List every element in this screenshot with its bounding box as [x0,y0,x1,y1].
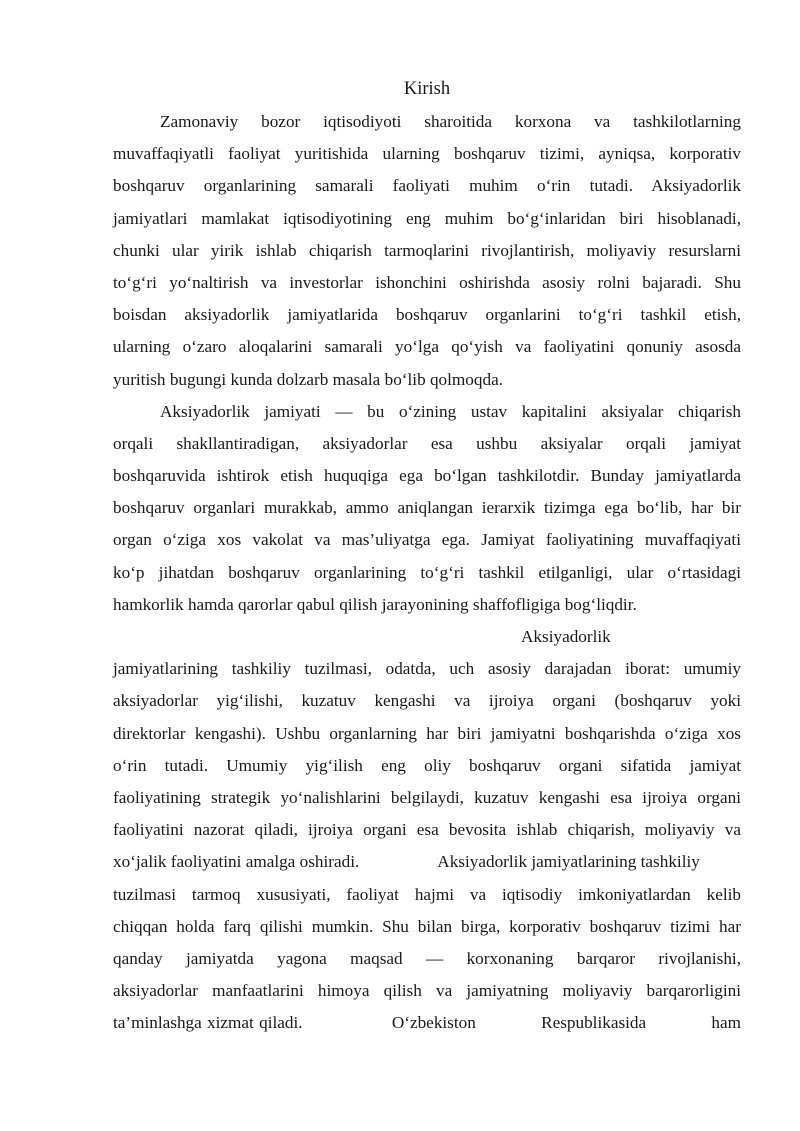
text-line: boshqaruv organlari murakkab, ammo aniqlangan ierarxik tizimga ega bo‘lib, har bir [113,498,741,518]
document-page [113,72,741,1039]
text-line: qanday jamiyatda yagona maqsad — korxonaning barqaror rivojlanishi, [113,948,741,968]
text-fragment: ta’minlashga xizmat qiladi. [113,1013,303,1033]
text-fragment: O‘zbekiston Respublikasida ham [391,1013,742,1033]
text-line: yuritish bugungi kunda dolzarb masala bo‘lib qolmoqda. [113,369,503,389]
text-line: tuzilmasi tarmoq xususiyati, faoliyat hajmi va iqtisodiy imkoniyatlardan kelib [113,884,741,904]
text-line: boshqaruv organlarining samarali faoliyati muhim o‘rin tutadi. Aksiyadorlik [113,176,741,196]
text-line: Aksiyadorlik jamiyati — bu o‘zining ustav kapitalini aksiyalar chiqarish [160,401,741,421]
text-line: aksiyadorlar yig‘ilishi, kuzatuv kengashi va ijroiya organi (boshqaruv yoki [113,691,741,711]
text-line: boisdan aksiyadorlik jamiyatlarida boshqaruv organlarini to‘g‘ri tashkil etish, [113,305,741,325]
text-line: jamiyatlari mamlakat iqtisodiyotining eng muhim bo‘g‘inlaridan biri hisoblanadi, [113,208,741,228]
text-line: orqali shakllantiradigan, aksiyadorlar esa ushbu aksiyalar orqali jamiyat [113,433,741,453]
text-line: o‘rin tutadi. Umumiy yig‘ilish eng oliy boshqaruv organi sifatida jamiyat [113,755,741,775]
text-line [113,1007,741,1039]
text-line: aksiyadorlar manfaatlarini himoya qilish va jamiyatning moliyaviy barqarorligini [113,981,741,1001]
text-line: muvaffaqiyatli faoliyat yuritishida ularning boshqaruv tizimi, ayniqsa, korporativ [113,144,741,164]
text-line: direktorlar kengashi). Ushbu organlarning har biri jamiyatni boshqarishda o‘ziga xos [113,723,741,743]
text-line: boshqaruvida ishtirok etish huquqiga ega bo‘lgan tashkilotdir. Bunday jamiyatlarda [113,466,741,486]
text-line: Aksiyadorlik [521,627,611,646]
text-line: hamkorlik hamda qarorlar qabul qilish jarayonining shaffofligiga bog‘liqdir. [113,594,637,614]
text-line: jamiyatlarining tashkiliy tuzilmasi, odatda, uch asosiy darajadan iborat: umumiy [113,659,741,679]
paragraph-2 [113,396,741,621]
text-fragment: Aksiyadorlik jamiyatlarining tashkiliy [437,852,700,872]
text-line: to‘g‘ri yo‘naltirish va investorlar ishonchini oshirishda asosiy rolni bajaradi. Shu [113,272,741,292]
text-line: ko‘p jihatdan boshqaruv organlarining to‘g‘ri tashkil etilganligi, ular o‘rtasidagi [113,562,741,582]
text-line [113,846,741,878]
text-line: chiqqan holda farq qilishi mumkin. Shu bilan birga, korporativ boshqaruv tizimi har [113,916,741,936]
paragraph-3 [113,621,741,1039]
document-title: Kirish [403,79,451,99]
text-line: faoliyatini nazorat qiladi, ijroiya organi esa bevosita ishlab chiqarish, moliyaviy va [113,820,741,840]
text-line: chunki ular yirik ishlab chiqarish tarmoqlarini rivojlantirish, moliyaviy resurslarni [113,240,741,260]
text-fragment: xo‘jalik faoliyatini amalga oshiradi. [113,852,360,872]
text-line: Zamonaviy bozor iqtisodiyoti sharoitida korxona va tashkilotlarning [160,112,741,131]
text-line: organ o‘ziga xos vakolat va mas’uliyatga ega. Jamiyat faoliyatining muvaffaqiyati [113,530,741,550]
text-line: ularning o‘zaro aloqalarini samarali yo‘lga qo‘yish va faoliyatini qonuniy asosda [113,337,741,357]
text-line: faoliyatining strategik yo‘nalishlarini belgilaydi, kuzatuv kengashi esa ijroiya organi [113,787,741,807]
paragraph-1 [113,106,741,396]
